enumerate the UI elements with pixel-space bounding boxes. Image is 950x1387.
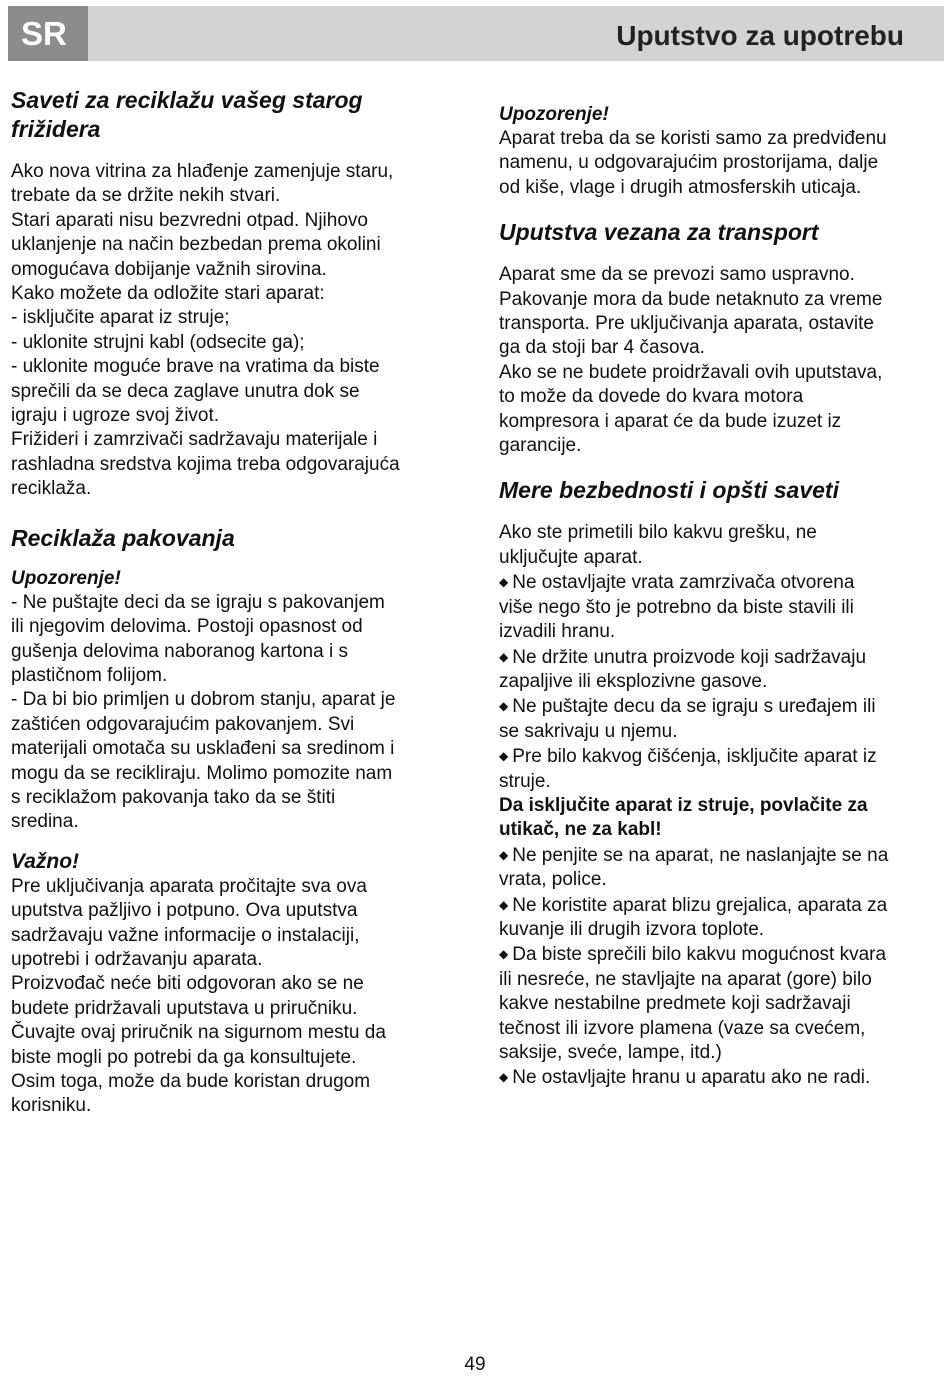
bullet-item: ◆ Ne držite unutra proizvode koji sadržavaju <box>499 645 939 670</box>
bullet-item: ◆ Ne penjite se na aparat, ne naslanjajte se na <box>499 843 939 868</box>
bullet-item: ◆ Da biste sprečili bilo kakvu mogućnost kvara <box>499 942 939 967</box>
bold-warning: Da isključite aparat iz struje, povlačite za <box>499 794 868 816</box>
bullet-item: ◆ Ne koristite aparat blizu grejalica, aparata za <box>499 893 939 918</box>
section-heading-important: Važno! <box>11 849 80 873</box>
language-code: SR <box>8 6 88 61</box>
section-heading-packaging: Reciklaža pakovanja <box>11 524 235 551</box>
bullet-item: ◆ Ne ostavljajte hranu u aparatu ako ne radi. <box>499 1065 939 1090</box>
bullet-item: ◆ Ne puštajte decu da se igraju s uređajem ili <box>499 694 939 719</box>
bullet-item: ◆ Ne ostavljajte vrata zamrzivača otvorena <box>499 570 939 595</box>
page-header <box>8 6 944 61</box>
bullet-item: ◆ Pre bilo kakvog čišćenja, isključite aparat iz <box>499 744 939 769</box>
section-heading-safety: Mere bezbednosti i opšti saveti <box>499 477 839 504</box>
section-heading-recycling-old: Saveti za reciklažu vašeg starog frižidera <box>11 87 363 142</box>
usage-warning-text: Aparat treba da se koristi samo za predviđenu namenu, u odgovarajućim prostorijama, dalje od kiše, vlage i drugih atmosferskih uticaja. <box>499 128 887 198</box>
safety-text: Ako ste primetili bilo kakvu grešku, ne uključujte aparat. ◆ Ne ostavljajte vrata zamrzivača otvorena više nego što je potrebno da biste stavili ili izvadili hranu. ◆ Ne držite unutra proizvode koji sadržavaju zapaljive ili eksplozivne gasove. ◆ Ne puštajte decu da se igraju s uređajem ili se sakrivaju u njemu. ◆ Pre bilo kakvog čišćenja, isključite aparat iz struje. Da isključite aparat iz struje, povlačite za utikač, ne za kabl! ◆ Ne penjite se na aparat, ne naslanjajte se na vrata, police. ◆ Ne koristite aparat blizu grejalica, aparata za kuvanje ili drugih izvora toplote. ◆ Da biste sprečili bilo kakvu mogućnost kvara ili nesreće, ne stavljajte na aparat (gore) bilo kakve nestabilne predmete koji sadržavaji tečnost ili izvore plamena (vaze sa cvećem, saksije, sveće, lampe, itd.) ◆ Ne ostavljajte hranu u aparatu ako ne radi. <box>499 521 939 1090</box>
section-heading-transport: Uputstva vezana za transport <box>499 219 819 246</box>
packaging-text: - Ne puštajte deci da se igraju s pakovanjem ili njegovim delovima. Postoji opasnost od gušenja delovima naboranog kartona i s plastičnom folijom. - Da bi bio primljen u dobrom stanju, aparat je zaštićen odgovarajućim pakovanjem. Svi materijali omotača su usklađeni sa sredinom i mogu da se recikliraju. Molimo pomozite nam s reciklažom pakovanja tako da se štiti sredina. <box>11 591 396 833</box>
important-text: Pre uključivanja aparata pročitajte sva ova uputstva pažljivo i potpuno. Ova uputstva sadržavaju važne informacije o instalaciji, upotrebi i održavanju aparata. Proizvođač neće biti odgovoran ako se ne budete pridržavali uputstava u priručniku. Čuvajte ovaj priručnik na sigurnom mestu da biste mogli po potrebi da ga konsultujete. Osim toga, može da bude koristan drugom korisniku. <box>11 875 386 1117</box>
left-column <box>11 86 451 1119</box>
warning-label: Upozorenje! <box>11 567 121 589</box>
right-column <box>499 103 939 1091</box>
warning-label: Upozorenje! <box>499 104 609 125</box>
transport-text: Aparat sme da se prevozi samo uspravno. Pakovanje mora da bude netaknuto za vreme transporta. Pre uključivanja aparata, ostavite ga da stoji bar 4 časova. Ako se ne budete proidržavali ovih uputstava, to može da dovede do kvara motora kompresora i aparat će da bude izuzet iz garancije. <box>499 264 883 457</box>
page-number: 49 <box>464 1354 486 1375</box>
recycling-old-text: Ako nova vitrina za hlađenje zamenjuje staru, trebate da se držite nekih stvari. Stari aparati nisu bezvredni otpad. Njihovo uklanjenje na način bezbedan prema okolini omogućava dobijanje važnih sirovina. Kako možete da odložite stari aparat: - isključite aparat iz struje; - uklonite strujni kabl (odsecite ga); - uklonite moguće brave na vratima da biste sprečili da se deca zaglave unutra dok se igraju i ugroze svoj život. Frižideri i zamrzivači sadržavaju materijale i rashladna sredstva kojima treba odgovarajuća reciklaža. <box>11 161 400 500</box>
header-title: Uputstvo za upotrebu <box>616 20 904 51</box>
